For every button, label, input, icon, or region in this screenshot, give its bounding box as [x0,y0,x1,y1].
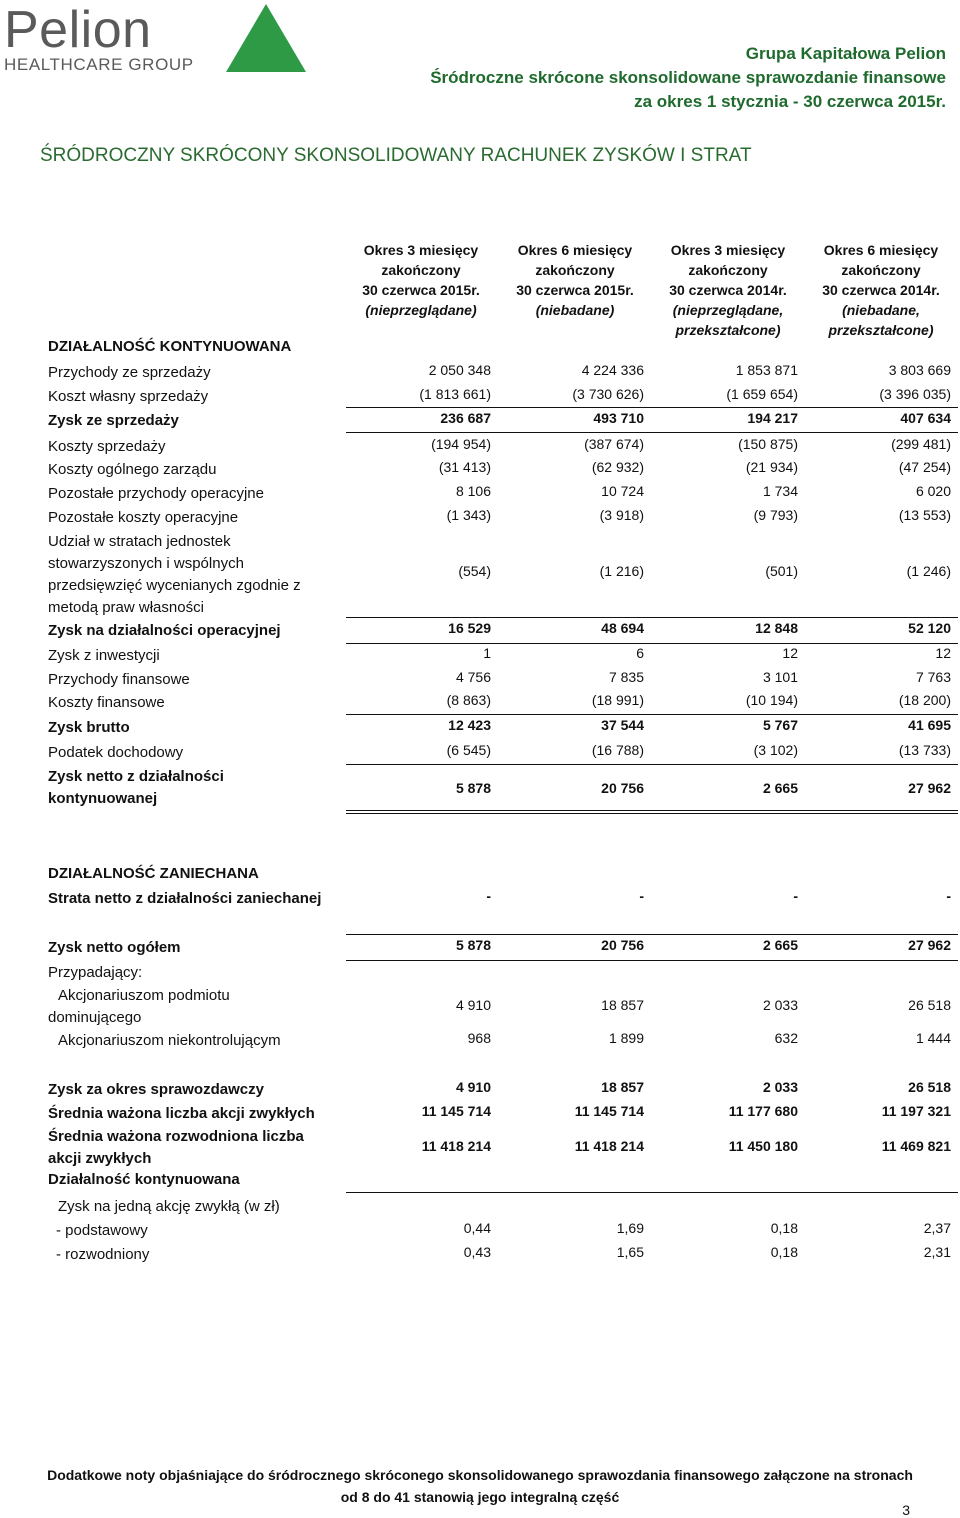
cell-value: 194 217 [747,410,798,426]
rule [346,407,958,408]
col-line: 30 czerwca 2015r. [362,282,480,298]
cell-value: 18 857 [601,997,644,1013]
col-line: Okres 3 miesięcy [363,242,479,258]
cell-value: 2,31 [923,1244,951,1260]
cell-value: 4 910 [455,997,491,1013]
cell-value: 41 695 [908,717,951,733]
cell-value: 4 224 336 [581,362,644,378]
double-rule [346,810,958,814]
cell-value: 4 910 [455,1079,491,1095]
col-line: Okres 6 miesięcy [517,242,633,258]
row-label: Koszty finansowe [48,694,165,711]
cell-value: (1 813 661) [419,386,491,402]
col-line: (niebadane) [535,302,615,318]
col-line: zakończony [381,262,461,278]
cell-value: (13 733) [898,742,951,758]
cell-value: (194 954) [431,436,491,452]
row-label: Przychody finansowe [48,671,190,688]
cell-value: 27 962 [908,937,951,953]
col-line: 30 czerwca 2014r. [822,282,940,298]
cell-value: 236 687 [440,410,491,426]
cell-value: 12 [782,645,798,661]
cell-value: 6 020 [915,483,951,499]
row-label: Zysk na jedną akcję zwykłą (w zł) [58,1198,280,1215]
row-label: Koszty ogólnego zarządu [48,461,217,478]
section-continuing-eps: Działalność kontynuowana [48,1171,240,1188]
cell-value: 16 529 [448,620,491,636]
cell-value: 5 878 [455,937,491,953]
cell-value: 12 [935,645,951,661]
cell-value: - [486,888,491,904]
footer-line-1: Dodatkowe noty objaśniające do śródrocznego skróconego skonsolidowanego sprawozdania finansowego załączone na stronach [47,1467,913,1483]
document-header [430,42,946,114]
cell-value: (1 216) [599,563,644,579]
col-line: zakończony [841,262,921,278]
column-header-1 [346,240,496,320]
cell-value: 1 444 [915,1030,951,1046]
cell-value: 6 [636,645,644,661]
cell-value: 20 756 [601,780,644,796]
cell-value: (501) [765,563,798,579]
company-logo [0,0,320,80]
cell-value: 2 033 [762,997,798,1013]
col-line: 30 czerwca 2015r. [516,282,634,298]
col-line: (nieprzeglądane, [672,302,784,318]
rule [346,960,958,961]
cell-value: 11 145 714 [421,1103,491,1119]
row-label: - podstawowy [56,1222,148,1239]
cell-value: 11 177 680 [728,1103,798,1119]
cell-value: (10 194) [745,692,798,708]
cell-value: (1 246) [906,563,951,579]
cell-value: 1 899 [608,1030,644,1046]
logo-subtitle: HEALTHCARE GROUP [4,55,194,74]
cell-value: (8 863) [446,692,491,708]
rule [346,764,958,765]
cell-value: 407 634 [900,410,951,426]
cell-value: (21 934) [745,459,798,475]
rule [346,934,958,935]
cell-value: 26 518 [908,1079,951,1095]
column-header-3 [653,240,803,340]
cell-value: 968 [467,1030,491,1046]
cell-value: 2,37 [923,1220,951,1236]
logo-triangle-icon [224,2,308,74]
col-line: przekształcone) [828,322,934,338]
row-label: Pozostałe przychody operacyjne [48,485,264,502]
cell-value: (18 991) [591,692,644,708]
cell-value: 52 120 [908,620,951,636]
cell-value: 0,18 [770,1220,798,1236]
rule [346,617,958,618]
cell-value: 37 544 [601,717,644,733]
cell-value: 3 803 669 [888,362,951,378]
cell-value: (18 200) [898,692,951,708]
col-line: (niebadane, [842,302,920,318]
cell-value: 1 853 871 [735,362,798,378]
cell-value: 2 050 348 [428,362,491,378]
page-number: 3 [902,1502,910,1518]
cell-value: 8 106 [455,483,491,499]
footer-line-2: od 8 do 41 stanowią jego integralną część [340,1489,620,1505]
col-line: zakończony [535,262,615,278]
cell-value: 18 857 [601,1079,644,1095]
cell-value: 632 [774,1030,798,1046]
cell-value: (1 659 654) [726,386,798,402]
footer-note [0,1464,960,1508]
cell-value: 12 423 [448,717,491,733]
cell-value: (62 932) [591,459,644,475]
cell-value: (16 788) [591,742,644,758]
cell-value: (31 413) [438,459,491,475]
row-label: Podatek dochodowy [48,744,184,761]
row-label: Zysk netto ogółem [48,939,181,956]
rule [346,432,958,433]
cell-value: (3 730 626) [572,386,644,402]
row-label: Średnia ważona rozwodniona liczba akcji zwykłych [48,1128,304,1167]
cell-value: (554) [458,563,491,579]
cell-value: - [793,888,798,904]
section-continuing: DZIAŁALNOŚĆ KONTYNUOWANA [48,338,292,355]
cell-value: 0,44 [463,1220,491,1236]
cell-value: 11 197 321 [881,1103,951,1119]
row-label: Pozostałe koszty operacyjne [48,509,239,526]
row-label: - rozwodniony [56,1246,150,1263]
cell-value: (13 553) [898,507,951,523]
col-line: 30 czerwca 2014r. [669,282,787,298]
cell-value: (387 674) [584,436,644,452]
page-title: ŚRÓDROCZNY SKRÓCONY SKONSOLIDOWANY RACHUNEK ZYSKÓW I STRAT [40,145,752,166]
row-label: Akcjonariuszom podmiotu dominującego [48,987,230,1026]
cell-value: (47 254) [898,459,951,475]
cell-value: 5 878 [455,780,491,796]
cell-value: 0,43 [463,1244,491,1260]
row-label: Zysk na działalności operacyjnej [48,622,281,639]
header-period: za okres 1 stycznia - 30 czerwca 2015r. [634,92,946,111]
row-label: Przychody ze sprzedaży [48,364,211,381]
cell-value: 5 767 [762,717,798,733]
row-label: Koszty sprzedaży [48,438,166,455]
cell-value: 2 033 [762,1079,798,1095]
cell-value: (3 918) [599,507,644,523]
logo-wordmark: Pelion [4,1,152,59]
cell-value: 1 734 [762,483,798,499]
col-line: Okres 3 miesięcy [670,242,786,258]
col-line: (nieprzeglądane) [365,302,477,318]
cell-value: 2 665 [762,780,798,796]
cell-value: 7 763 [915,669,951,685]
row-label: Średnia ważona liczba akcji zwykłych [48,1105,315,1122]
cell-value: 0,18 [770,1244,798,1260]
cell-value: 1 [483,645,491,661]
cell-value: - [946,888,951,904]
cell-value: 4 756 [455,669,491,685]
cell-value: 2 665 [762,937,798,953]
section-discontinued: DZIAŁALNOŚĆ ZANIECHANA [48,865,259,882]
cell-value: (3 396 035) [879,386,951,402]
cell-value: - [639,888,644,904]
col-line: Okres 6 miesięcy [823,242,939,258]
cell-value: 1,65 [616,1244,644,1260]
cell-value: (3 102) [753,742,798,758]
cell-value: 12 848 [755,620,798,636]
cell-value: 48 694 [601,620,644,636]
rule [346,1192,958,1193]
col-line: zakończony [688,262,768,278]
cell-value: 11 469 821 [881,1138,951,1154]
cell-value: 11 418 214 [421,1138,491,1154]
cell-value: (9 793) [753,507,798,523]
column-header-4 [806,240,956,340]
cell-value: 1,69 [616,1220,644,1236]
cell-value: 11 450 180 [728,1138,798,1154]
rule [346,643,958,644]
row-label: Zysk ze sprzedaży [48,412,179,429]
rule [346,714,958,715]
cell-value: 3 101 [762,669,798,685]
row-label: Udział w stratach jednostek stowarzyszonych i wspólnych przedsięwzięć wycenianych zgodnie z metodą praw własności [48,533,301,616]
cell-value: 11 418 214 [574,1138,644,1154]
cell-value: (6 545) [446,742,491,758]
cell-value: (150 875) [738,436,798,452]
column-header-2 [500,240,650,320]
cell-value: (299 481) [891,436,951,452]
col-line: przekształcone) [675,322,781,338]
row-label: Zysk netto z działalności kontynuowanej [48,768,224,807]
header-group-name: Grupa Kapitałowa Pelion [745,44,946,63]
row-label: Koszt własny sprzedaży [48,388,209,405]
cell-value: 7 835 [608,669,644,685]
cell-value: 20 756 [601,937,644,953]
row-label: Zysk za okres sprawozdawczy [48,1081,264,1098]
row-label: Strata netto z działalności zaniechanej [48,890,322,907]
cell-value: 27 962 [908,780,951,796]
cell-value: (1 343) [446,507,491,523]
header-report-name: Śródroczne skrócone skonsolidowane sprawozdanie finansowe [430,68,946,87]
row-label: Akcjonariuszom niekontrolującym [58,1032,281,1049]
row-label: Zysk brutto [48,719,130,736]
cell-value: 10 724 [601,483,644,499]
cell-value: 11 145 714 [574,1103,644,1119]
cell-value: 26 518 [908,997,951,1013]
cell-value: 493 710 [593,410,644,426]
row-label: Zysk z inwestycji [48,647,160,664]
row-label: Przypadający: [48,964,143,981]
